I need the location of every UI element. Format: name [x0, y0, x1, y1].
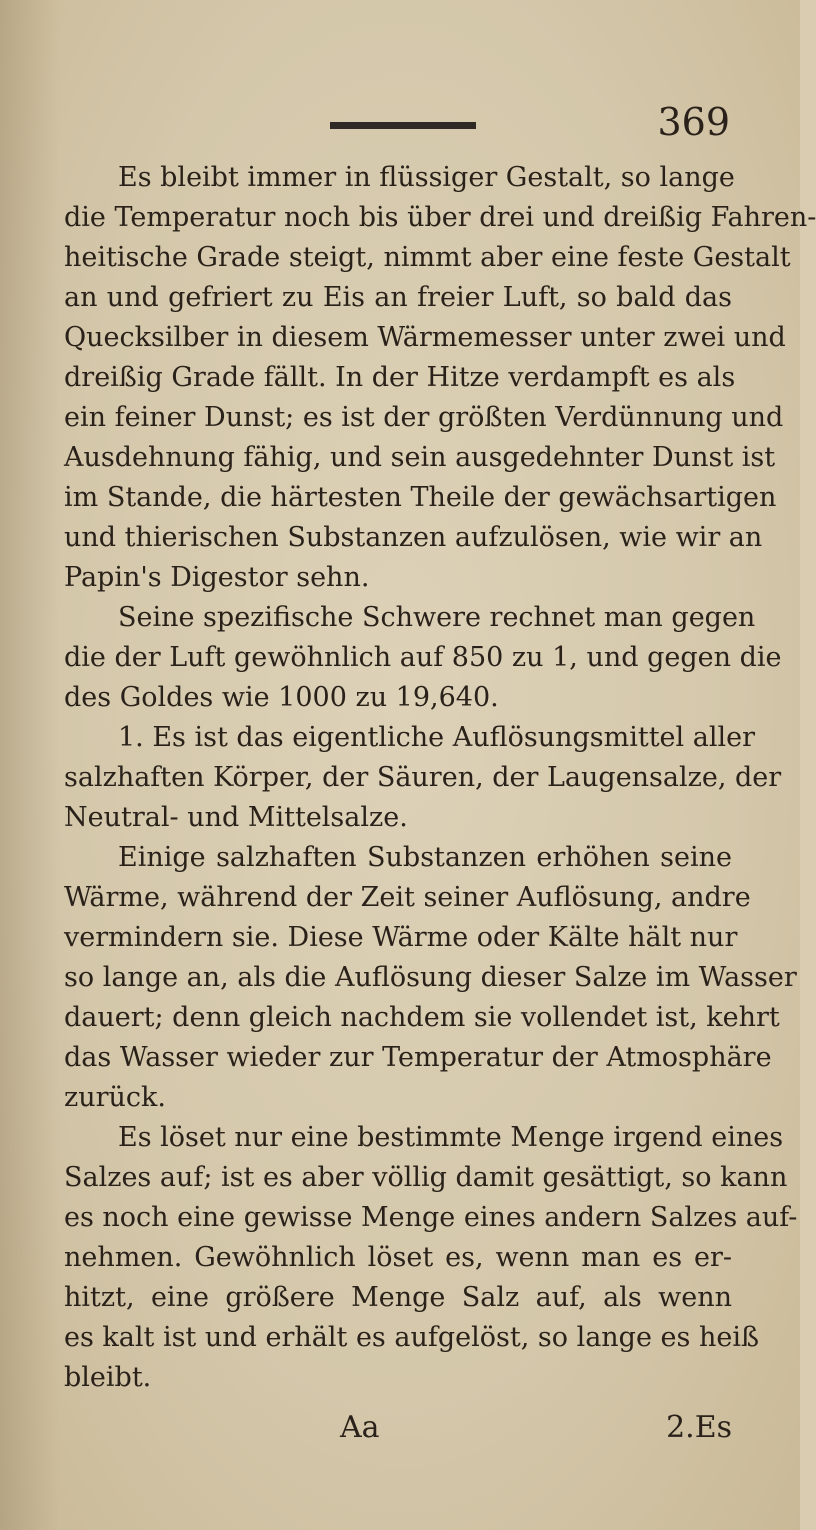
- text-line: zurück.: [64, 1082, 166, 1113]
- text-line: das Wasser wieder zur Temperatur der Atmosphäre: [64, 1042, 772, 1073]
- text-line: Papin's Digestor sehn.: [64, 562, 370, 593]
- text-line: Es bleibt immer in flüssiger Gestalt, so lange: [118, 162, 735, 193]
- page-shadow: [0, 0, 60, 1530]
- text-line: 1. Es ist das eigentliche Auflösungsmittel aller: [118, 722, 756, 753]
- header-rule: [330, 122, 476, 129]
- text-line: es kalt ist und erhält es aufgelöst, so lange es heiß: [64, 1322, 759, 1353]
- text-line: hitzt, eine größere Menge Salz auf, als wenn: [64, 1282, 732, 1313]
- page-number: 369: [657, 100, 730, 144]
- text-line: dreißig Grade fällt. In der Hitze verdampft es als: [64, 362, 736, 393]
- text-line: des Goldes wie 1000 zu 19,640.: [64, 682, 499, 713]
- text-line: dauert; denn gleich nachdem sie vollendet ist, kehrt: [64, 1002, 780, 1033]
- text-line: Es löset nur eine bestimmte Menge irgend eines: [118, 1122, 784, 1153]
- text-line: Wärme, während der Zeit seiner Auflösung, andre: [64, 882, 751, 913]
- text-line: Quecksilber in diesem Wärmemesser unter zwei und: [64, 322, 786, 353]
- text-line: die Temperatur noch bis über drei und dreißig Fahren-: [64, 202, 816, 233]
- text-line: Seine spezifische Schwere rechnet man gegen: [118, 602, 756, 633]
- text-line: bleibt.: [64, 1362, 152, 1393]
- signature-mark: Aa: [340, 1410, 380, 1445]
- text-line: Neutral- und Mittelsalze.: [64, 802, 408, 833]
- text-line: und thierischen Substanzen aufzulösen, wie wir an: [64, 522, 763, 553]
- text-line: so lange an, als die Auflösung dieser Salze im Wasser: [64, 962, 797, 993]
- text-line: Salzes auf; ist es aber völlig damit gesättigt, so kann: [64, 1162, 788, 1193]
- text-line: die der Luft gewöhnlich auf 850 zu 1, und gegen die: [64, 642, 782, 673]
- text-line: an und gefriert zu Eis an freier Luft, so bald das: [64, 282, 732, 313]
- text-line: salzhaften Körper, der Säuren, der Laugensalze, der: [64, 762, 782, 793]
- text-line: Einige salzhaften Substanzen erhöhen seine: [118, 842, 732, 873]
- text-line: nehmen. Gewöhnlich löset es, wenn man es er-: [64, 1242, 732, 1273]
- catchword: 2.Es: [666, 1410, 732, 1445]
- text-line: im Stande, die härtesten Theile der gewächsartigen: [64, 482, 777, 513]
- text-line: vermindern sie. Diese Wärme oder Kälte hält nur: [64, 922, 738, 953]
- text-line: heitische Grade steigt, nimmt aber eine feste Gestalt: [64, 242, 791, 273]
- text-line: es noch eine gewisse Menge eines andern Salzes auf-: [64, 1202, 798, 1233]
- text-line: Ausdehnung fähig, und sein ausgedehnter Dunst ist: [64, 442, 776, 473]
- text-line: ein feiner Dunst; es ist der größten Verdünnung und: [64, 402, 784, 433]
